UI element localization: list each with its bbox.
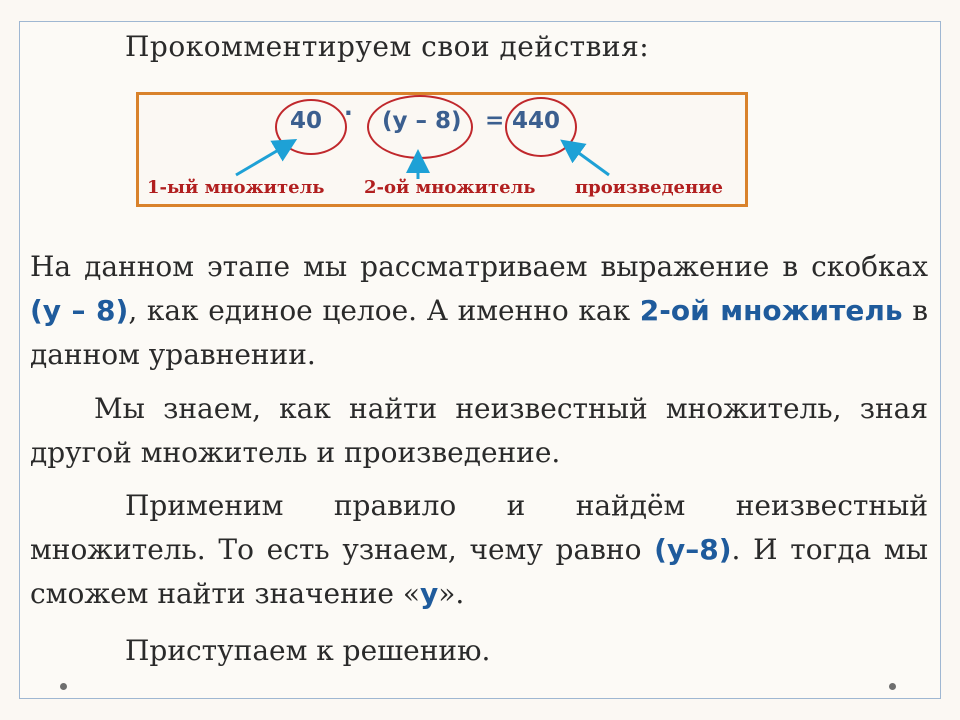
p3-highlight-variable: у [420,577,439,610]
formula-factor2: (у – 8) [382,108,462,134]
paragraph-4 [30,629,928,673]
corner-dot-right [889,683,896,690]
arrow-product [565,143,609,175]
arrow-factor1 [236,142,292,175]
p3-text-1: Применим правило и найдём неизвестный множитель. То есть узнаем, чему равно [30,489,928,566]
label-factor1: 1-ый множитель [147,177,325,198]
paragraph-2 [30,387,928,475]
label-product: произведение [575,177,723,198]
formula-dot: · [344,101,353,127]
p1-text-3: в данном уравнении. [30,294,928,371]
p1-highlight-expression: (у – 8) [30,294,129,327]
formula-box [136,92,748,207]
formula-product: 440 [512,108,561,134]
paragraph-3 [30,484,928,616]
p1-text-2: , как единое целое. А именно как [128,294,640,327]
p1-text-1: На данном этапе мы рассматриваем выражение в скобках [30,250,928,283]
label-factor2: 2-ой множитель [364,177,536,198]
p3-highlight-expression: (у–8) [654,533,732,566]
formula-equals: = [485,108,505,134]
slide-heading: Прокомментируем свои действия: [125,30,650,63]
p2-text-1: Мы знаем, как найти неизвестный множитель, зная другой множитель и произведение. [30,392,928,469]
formula-factor1: 40 [290,108,323,134]
p3-text-2: . И тогда мы сможем найти значение « [30,533,928,610]
corner-dot-left [60,683,67,690]
paragraph-1 [30,245,928,377]
p4-text-1: Приступаем к решению. [125,634,491,667]
p3-text-3: ». [438,577,465,610]
p1-highlight-factor: 2-ой множитель [639,294,903,327]
